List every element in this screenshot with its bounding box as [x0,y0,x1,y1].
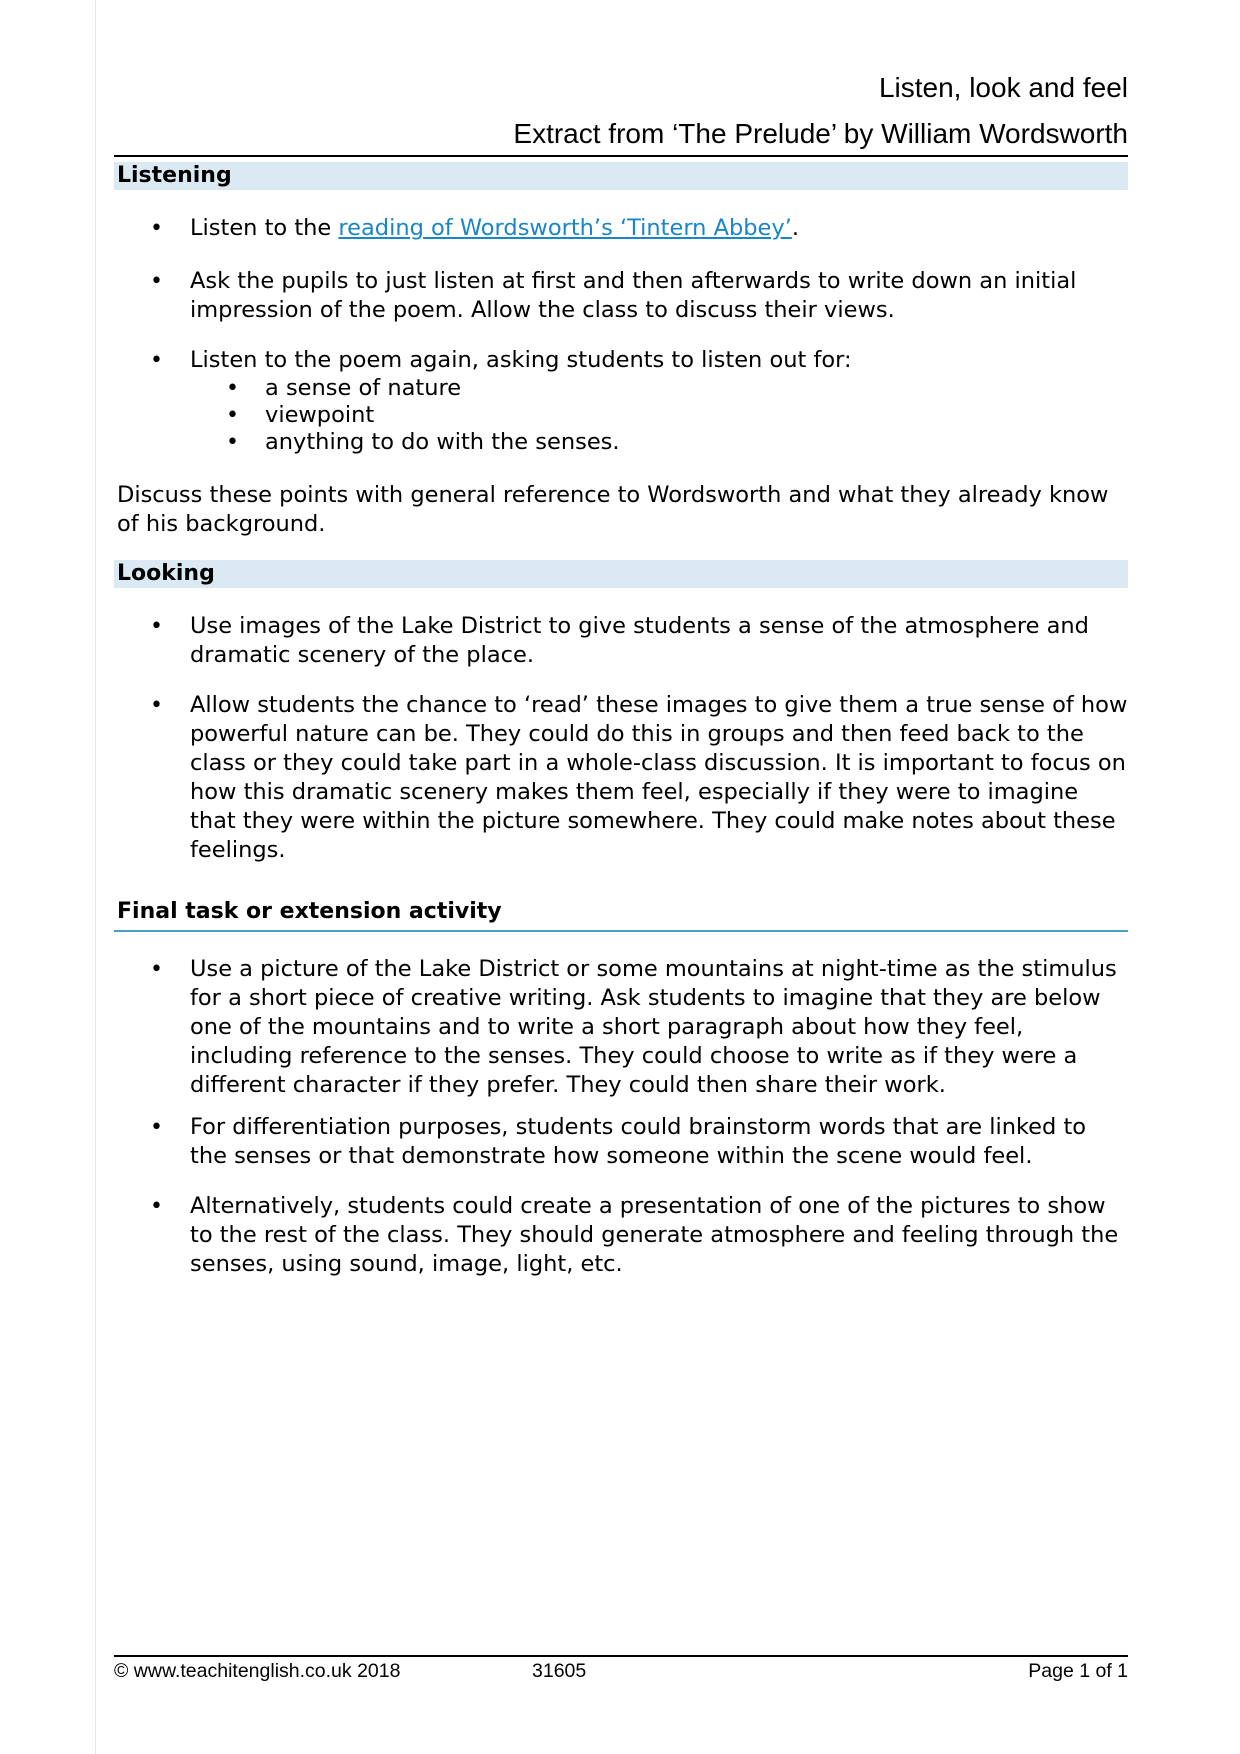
list-item-text: Use images of the Lake District to give students a sense of the atmosphere and dramatic scenery of the place. [190,613,1089,668]
footer-divider [114,1655,1128,1657]
document-subtitle: Extract from ‘The Prelude’ by William Wordsworth [513,118,1128,149]
list-item-text: Listen to the reading of Wordsworth’s ‘Tintern Abbey’. [190,215,800,241]
footer-copyright: © www.teachitenglish.co.uk 2018 [114,1660,401,1682]
document-title: Listen, look and feel [878,72,1128,103]
header-divider [114,155,1128,157]
list-item-text: Allow students the chance to ‘read’ these images to give them a true sense of how powerful nature can be. They could do this in groups and then feed back to the class or they could take part in a whole-class discussion. It is important to focus on how this dramatic scenery makes them feel, especially if they were to imagine that they were within the picture somewhere. They could make notes about these feelings. [190,692,1128,863]
list-item [150,955,1130,1100]
list-item [150,346,1130,375]
bullet-icon: • [150,614,163,639]
bullet-icon: • [226,376,239,401]
list-item [150,1192,1130,1279]
bullet-icon: • [150,693,163,718]
document-page [114,0,1128,1754]
list-item [150,691,1130,865]
footer-resource-code: 31605 [532,1660,587,1682]
sub-list-item: • viewpoint [226,402,375,428]
bullet-icon: • [150,269,163,294]
list-item [150,214,1130,243]
discuss-paragraph: Discuss these points with general reference to Wordsworth and what they already know of his background. [117,482,1109,537]
sub-list-item: • anything to do with the senses. [226,429,620,455]
list-item-text: Listen to the poem again, asking students to listen out for: [190,347,852,373]
tintern-abbey-link[interactable]: reading of Wordsworth’s ‘Tintern Abbey’ [338,215,792,241]
list-item [150,612,1130,670]
bullet-icon: • [150,348,163,373]
bullet-icon: • [150,1194,163,1219]
bullet-icon: • [226,430,239,455]
bullet-icon: • [226,403,239,428]
list-item [150,1113,1130,1171]
list-item-text: Use a picture of the Lake District or some mountains at night-time as the stimulus for a short piece of creative writing. Ask students to imagine that they are below one of the mountains and to write a short paragraph about how they feel, including reference to the senses. They could choose to write as if they were a different character if they prefer. They could then share their work. [190,956,1117,1098]
list-item-text: Alternatively, students could create a presentation of one of the pictures to show to the rest of the class. They should generate atmosphere and feeling through the senses, using sound, image, light, etc. [190,1193,1119,1277]
section-heading-looking: Looking [114,560,1128,588]
section-heading-listening: Listening [114,162,1128,190]
list-item [150,267,1130,325]
section-heading-final-task: Final task or extension activity [114,898,1128,932]
bullet-icon: • [150,216,163,241]
bullet-icon: • [150,1115,163,1140]
page-margin-line [95,0,96,1754]
list-item-text: For differentiation purposes, students could brainstorm words that are linked to the senses or that demonstrate how someone within the scene would feel. [190,1114,1087,1169]
footer-page-number: Page 1 of 1 [1028,1660,1128,1682]
list-item-text: Ask the pupils to just listen at first and then afterwards to write down an initial impression of the poem. Allow the class to discuss their views. [190,268,1077,323]
bullet-icon: • [150,957,163,982]
sub-list-item: • a sense of nature [226,375,462,401]
